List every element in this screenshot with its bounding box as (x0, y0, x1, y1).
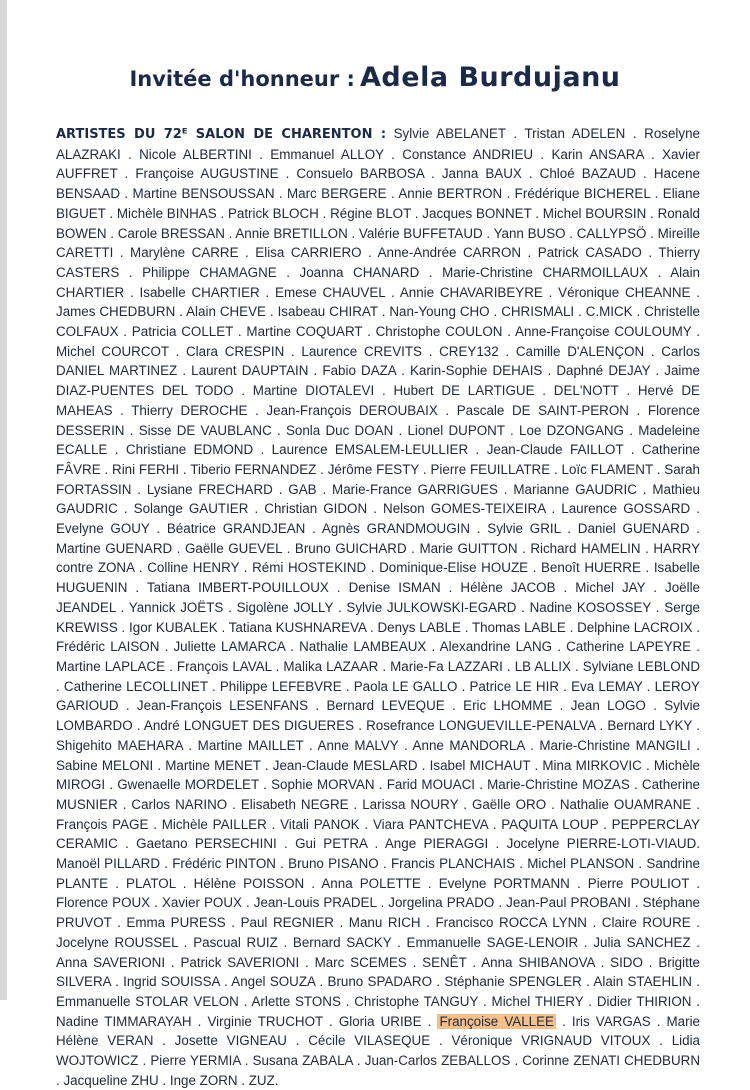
artist-list-text-before: Sylvie ABELANET . Tristan ADELEN . Roselyne ALAZRAKI . Nicole ALBERTINI . Emmanuel ALLOY . Constance ANDRIEU . Karin ANSARA . Xavier AUFFRET . Françoise AUGUSTINE . Consuelo BARBOSA . Janna BAUX . Chloé BAZAUD . Hacene BENSAAD . Martine BENSOUSSAN . Marc BERGERE . Annie BERTRON . Frédérique BICHEREL . Eliane BIGUET . Michèle BINHAS . Patrick BLOCH . Régine BLOT . Jacques BONNET . Michel BOURSIN . Ronald BOWEN . Carole BRESSAN . Annie BRETILLON . Valérie BUFFETAUD . Yann BUSO . CALLYPSÖ . Mireille CARETTI . Marylène CARRE . Elisa CARRIERO . Anne-Andrée CARRON . Patrick CASADO . Thierry CASTERS . Philippe CHAMAGNE . Joanna CHANARD . Marie-Christine CHARMOILLAUX . Alain CHARTIER . Isabelle CHARTIER . Emese CHAUVEL . Annie CHAVARIBEYRE . Véronique CHEANNE . James CHEDBURN . Alain CHEVE . Isabeau CHIRAT . Nan-Young CHO . CHRISMALI . C.MICK . Christelle COLFAUX . Patricia COLLET . Martine COQUART . Christophe COULON . Anne-Françoise COULOUMY . Michel COURCOT . Clara CRESPIN . Laurence CREVITS . CREY132 . Camille D'ALENÇON . Carlos DANIEL MARTINEZ . Laurent DAUPTAIN . Fabio DAZA . Karin-Sophie DEHAIS . Daphné DEJAY . Jaime DIAZ-PUENTES DEL TODO . Martine DIOTALEVI . Hubert DE LARTIGUE . DEL'NOTT . Hervé DE MAHEAS . Thierry DEROCHE . Jean-François DEROUBAIX . Pascale DE SAINT-PERON . Florence DESSERIN . Sisse DE VAUBLANC . Sonla Duc DOAN . Lionel DUPONT . Loe DZONGANG . Madeleine ECALLE . Christiane EDMOND . Laurence EMSALEM-LEULLIER . Jean-Claude FAILLOT . Catherine FÂVRE . Rini FERHI . Tiberio FERNANDEZ . Jérôme FESTY . Pierre FEUILLATRE . Loïc FLAMENT . Sarah FORTASSIN . Lysiane FRECHARD . GAB . Marie-France GARRIGUES . Marianne GAUDRIC . Mathieu GAUDRIC . Solange GAUTIER . Christian GIDON . Nelson GOMES-TEIXEIRA . Laurence GOSSARD . Evelyne GOUY . Béatrice GRANDJEAN . Agnès GRANDMOUGIN . Sylvie GRIL . Daniel GUENARD . Martine GUENARD . Gaëlle GUEVEL . Bruno GUICHARD . Marie GUITTON . Richard HAMELIN . HARRY contre ZONA . Colline HENRY . Rémi HOSTEKIND . Dominique-Elise HOUZE . Benoît HUERRE . Isabelle HUGUENIN . Tatiana IMBERT-POUILLOUX . Denise ISMAN . Hélène JACOB . Michel JAY . Joëlle JEANDEL . Yannick JOËTS . Sigolène JOLLY . Sylvie JULKOWSKI-EGARD . Nadine KOSOSSEY . Serge KREWISS . Igor KUBALEK . Tatiana KUSHNAREVA . Denys LABLE . Thomas LABLE . Delphine LACROIX . Frédéric LAISON . Juliette LAMARCA . Nathalie LAMBEAUX . Alexandrine LANG . Catherine LAPEYRE . Martine LAPLACE . François LAVAL . Malika LAZAAR . Marie-Fa LAZZARI . LB ALLIX . Sylviane LEBLOND . Catherine LECOLLINET . Philippe LEFEBVRE . Paola LE GALLO . Patrice LE HIR . Eva LEMAY . LEROY GARIOUD . Jean-François LESENFANS . Bernard LEVEQUE . Eric LHOMME . Jean LOGO . Sylvie LOMBARDO . André LONGUET DES DIGUERES . Rosefrance LONGUEVILLE-PENALVA . Bernard LYKY . Shigehito MAEHARA . Martine MAILLET . Anne MALVY . Anne MANDORLA . Marie-Christine MANGILI . Sabine MELONI . Martine MENET . Jean-Claude MESLARD . Isabel MICHAUT . Mina MIRKOVIC . Michèle MIROGI . Gwenaelle MORDELET . Sophie MORVAN . Farid MOUACI . Marie-Christine MOZAS . Catherine MUSNIER . Carlos NARINO . Elisabeth NEGRE . Larissa NOURY . Gaëlle ORO . Nathalie OUAMRANE . François PAGE . Michèle PAILLER . Vitali PANOK . Viara PANTCHEVA . PAQUITA LOUP . PEPPERCLAY CERAMIC . Gaetano PERSECHINI . Gui PETRA . Ange PIERAGGI . Jocelyne PIERRE-LOTI-VIAUD. Manoël PILLARD . Frédéric PINTON . Bruno PISANO . Francis PLANCHAIS . Michel PLANSON . Sandrine PLANTE . PLATOL . Hélène POISSON . Anna POLETTE . Evelyne PORTMANN . Pierre POULIOT . Florence POUX . Xavier POUX . Jean-Louis PRADEL . Jorgelina PRADO . Jean-Paul PROBANI . Stéphane PRUVOT . Emma PURESS . Paul REGNIER . Manu RICH . Francisco ROCCA LYNN . Claire ROURE . Jocelyne ROUSSEL . Pascual RUIZ . Bernard SACKY . Emmanuelle SAGE-LENOIR . Julia SANCHEZ . Anna SAVERIONI . Patrick SAVERIONI . Marc SCEMES . SENÊT . Anna SHIBANOVA . SIDO . Brigitte SILVERA . Ingrid SOUISSA . Angel SOUZA . Bruno SPADARO . Stéphanie SPENGLER . Alain STAEHLIN . Emmanuelle STOLAR VELON . Arlette STONS . Christophe TANGUY . Michel THIERY . Didier THIRION . Nadine TIMMARAYAH . Virginie TRUCHOT . Gloria URIBE . (56, 126, 700, 1029)
left-border (0, 0, 7, 1000)
page-heading (0, 62, 750, 93)
heading-label: Invitée d'honneur : (129, 67, 355, 91)
artist-list-lead: ARTISTES DU 72ᴱ SALON DE CHARENTON : (56, 127, 387, 142)
highlighted-artist: Françoise VALLEE (439, 1013, 554, 1029)
guest-of-honour-name: Adela Burdujanu (360, 62, 621, 93)
artist-list-text-after: . Iris VARGAS . Marie Hélène VERAN . Josette VIGNEAU . Cécile VILASEQUE . Véronique VRIGNAUD VITOUX . Lidia WOJTOWICZ . Pierre YERMIA . Susana ZABALA . Juan-Carlos ZEBALLOS . Corinne ZENATI CHEDBURN . Jacqueline ZHU . Inge ZORN . ZUZ. (56, 1013, 700, 1088)
artist-list (56, 124, 700, 1090)
